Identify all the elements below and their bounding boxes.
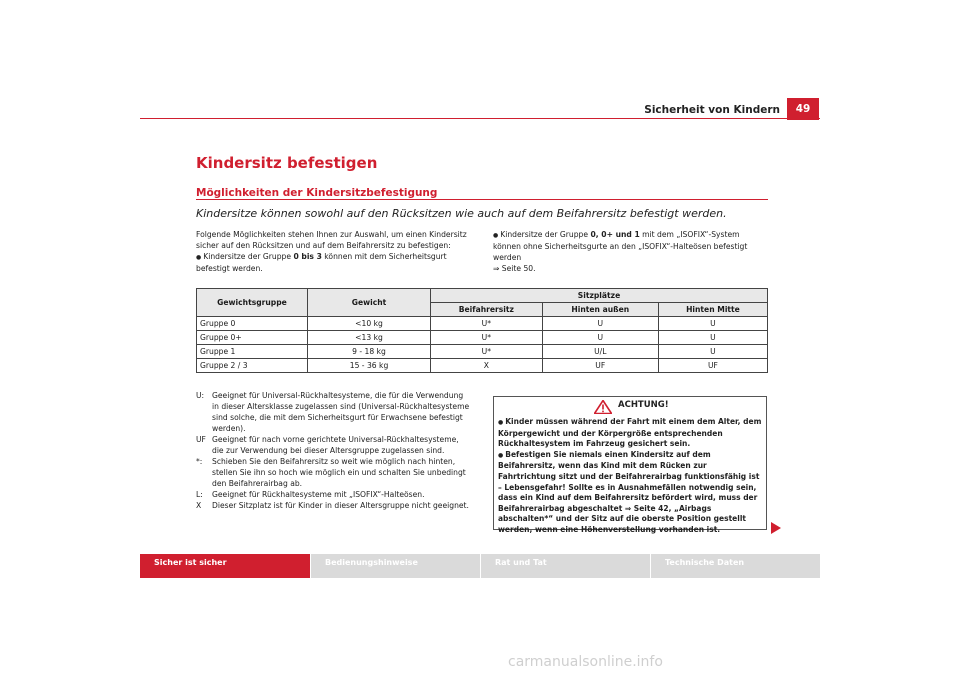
legend-text: Schieben Sie den Beifahrersitz so weit wie möglich nach hinten, stellen Sie ihn so hoch wie möglich ein und schalten Sie unbedingt den Beifahrerairbag ab. [212,457,466,488]
bullet-seatbelt [196,251,474,274]
cell-weight: <10 kg [308,317,431,331]
cell-front: U* [431,345,543,359]
col-header-seats: Sitzplätze [431,289,768,303]
legend-item [196,456,472,489]
bullet-text-post: können mit dem Sicherheitsgurt befestigt werden. [196,252,447,273]
legend-key: L: [196,490,203,499]
col-header-weight: Gewicht [308,289,431,317]
legend-text: Geeignet für Universal-Rückhaltesysteme, die für die Verwendung in dieser Altersklasse zugelassen sind (Universal-Rückhaltesysteme sind solche, die mit dem Sicherheitsgurt für Erwachsene befestigt werden). [212,391,470,433]
section-title: Kindersitz befestigen [196,154,378,172]
legend-key: U: [196,391,205,400]
legend-item [196,390,472,434]
table-row [197,345,768,359]
footer-tab-rat-und-tat[interactable]: Rat und Tat [495,558,547,567]
cell-rear-middle: U [658,317,767,331]
legend-text: Dieser Sitzplatz ist für Kinder in dieser Altersgruppe nicht geeignet. [212,501,469,510]
table-row [197,359,768,373]
cell-weight: 9 - 18 kg [308,345,431,359]
intro-column-right [493,229,768,274]
cell-rear-outer: UF [542,359,658,373]
table-row [197,331,768,345]
warning-bullet-2 [498,450,764,536]
warning-title: ACHTUNG! [618,400,669,410]
col-header-rear-middle: Hinten Mitte [658,303,767,317]
legend-item [196,500,472,511]
cell-weight: 15 - 36 kg [308,359,431,373]
col-header-front: Beifahrersitz [431,303,543,317]
table-row [197,317,768,331]
warning-text: und der Sitz auf die oberste Position gestellt werden, wenn eine Höhenverstellung vorhanden ist. [498,514,746,534]
legend-text: Geeignet für Rückhaltesysteme mit „ISOFIX“-Halteösen. [212,490,425,499]
cell-rear-middle: U [658,331,767,345]
sub-heading-rule [196,199,768,200]
table-legend [196,390,472,511]
seat-table [196,288,768,373]
col-header-rear-outer: Hinten außen [542,303,658,317]
footer-nav [140,554,820,578]
warning-header [494,397,766,412]
cell-weight: <13 kg [308,331,431,345]
sub-heading: Möglichkeiten der Kindersitzbefestigung [196,187,438,199]
page-number: 49 [787,98,819,120]
bullet-text-pre: Kindersitze der Gruppe [500,230,591,239]
lead-paragraph: Kindersitze können sowohl auf den Rücksitzen wie auch auf dem Beifahrersitz befestigt werden. [196,207,727,220]
legend-key: *: [196,457,203,466]
legend-key: UF [196,435,206,444]
cell-group: Gruppe 1 [197,345,308,359]
cell-rear-outer: U [542,331,658,345]
warning-text: Befestigen Sie niemals einen Kindersitz auf dem Beifahrersitz, wenn das Kind mit dem Rücken zur Fahrtrichtung sitzt und der Beifahrerairbag funktionsfähig ist – Lebensgefahr! Sollte es in Ausnahmefällen notwendig sein, dass ein Kind auf dem Beifahrersitz befördert wird, muss der Beifahrerairbag abgeschaltet [498,449,760,513]
legend-item [196,489,472,500]
warning-box [493,396,767,534]
warning-body [498,417,764,536]
cell-rear-middle: UF [658,359,767,373]
footer-tab-bedienungshinweise[interactable]: Bedienungshinweise [325,558,418,567]
cell-front: U* [431,331,543,345]
cell-group: Gruppe 0 [197,317,308,331]
cell-group: Gruppe 0+ [197,331,308,345]
legend-key: X [196,501,202,510]
cell-front: X [431,359,543,373]
col-header-group: Gewichtsgruppe [197,289,308,317]
footer-tab-sicher-ist-sicher[interactable]: Sicher ist sicher [140,554,310,578]
bullet-text-bold: 0, 0+ und 1 [590,230,640,239]
cell-group: Gruppe 2 / 3 [197,359,308,373]
legend-text: Geeignet für nach vorne gerichtete Universal-Rückhaltesysteme, die zur Verwendung bei dieser Altersgruppe zugelassen sind. [212,435,459,455]
warning-bullet-1: ● Kinder müssen während der Fahrt mit einem dem Alter, dem Körpergewicht und der Körpergröße entsprechenden Rückhaltesystem im Fahrzeug gesichert sein. [498,417,764,450]
footer-tab-technische-daten[interactable]: Technische Daten [665,558,745,567]
page-reference-link[interactable]: ⇒ Seite 42, „Airbags abschalten*“ [498,503,712,524]
intro-text: Folgende Möglichkeiten stehen Ihnen zur Auswahl, um einen Kindersitz sicher auf den Rücksitzen und auf dem Beifahrersitz zu befestigen: [196,230,467,250]
page-reference-link[interactable]: ⇒ Seite 50. [493,264,536,273]
running-header-title: Sicherheit von Kindern [644,104,780,116]
bullet-text-pre: Kindersitze der Gruppe [203,252,294,261]
bullet-text-post: mit dem „ISOFIX“-System können ohne Sicherheitsgurte an den „ISOFIX“-Halteösen befestigt werden [493,230,748,262]
intro-column-left [196,229,474,274]
watermark: carmanualsonline.info [508,654,663,670]
warning-triangle-icon [594,399,612,418]
header-rule [140,118,820,119]
cell-rear-middle: U [658,345,767,359]
cell-rear-outer: U/L [542,345,658,359]
bullet-isofix [493,229,768,263]
cell-rear-outer: U [542,317,658,331]
continue-arrow-icon[interactable] [771,519,781,538]
cell-front: U* [431,317,543,331]
bullet-text-bold: 0 bis 3 [293,252,322,261]
legend-item [196,434,472,456]
